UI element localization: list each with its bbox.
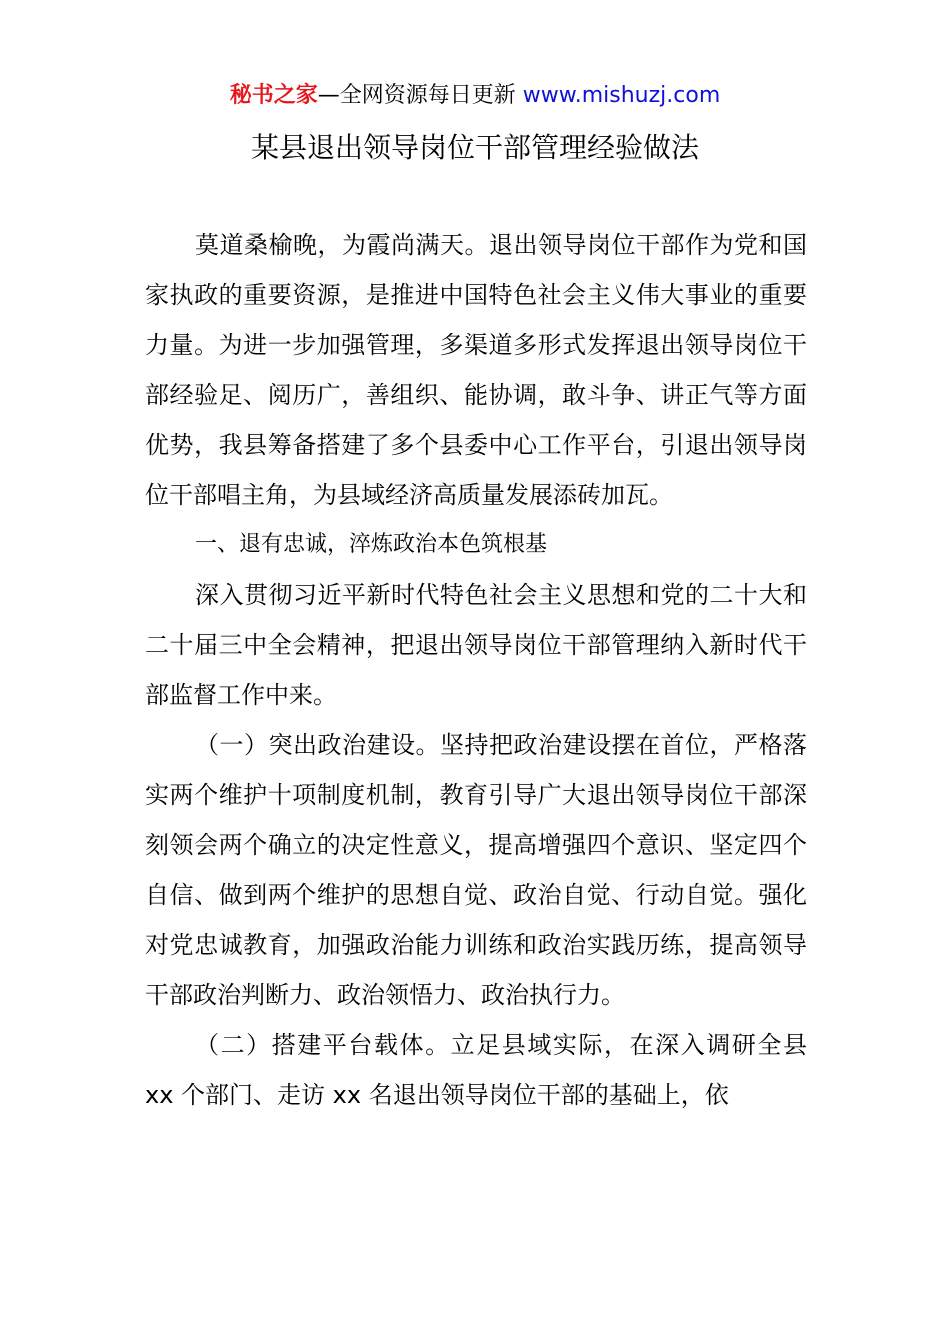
paragraph-subsection-2: （二）搭建平台载体。立足县域实际，在深入调研全县 xx 个部门、走访 xx 名退出领导岗位干部的基础上，依 [145,1031,807,1109]
site-header [0,80,950,112]
site-brand: 秘书之家 [229,83,318,108]
paragraph-intro: 莫道桑榆晚，为霞尚满天。退出领导岗位干部作为党和国家执政的重要资源，是推进中国特色社会主义伟大事业的重要力量。为进一步加强管理，多渠道多形式发挥退出领导岗位干部经验足、阅历广，善组织、能协调，敢斗争、讲正气等方面优势，我县筹备搭建了多个县委中心工作平台，引退出领导岗位干部唱主角，为县域经济高质量发展添砖加瓦。 [145,231,807,509]
site-tagline: —全网资源每日更新 [317,83,523,108]
section-heading-1: 一、退有忠诚，淬炼政治本色筑根基 [195,532,548,557]
paragraph-section-1: 深入贯彻习近平新时代特色社会主义思想和党的二十大和二十届三中全会精神，把退出领导岗位干部管理纳入新时代干部监督工作中来。 [145,581,807,709]
document-body [145,220,807,1120]
document-title: 某县退出领导岗位干部管理经验做法 [250,131,699,164]
site-url-link[interactable]: www.mishuzj.com [522,83,721,108]
paragraph-subsection-1: （一）突出政治建设。坚持把政治建设摆在首位，严格落实两个维护十项制度机制，教育引导广大退出领导岗位干部深刻领会两个确立的决定性意义，提高增强四个意识、坚定四个自信、做到两个维护的思想自觉、政治自觉、行动自觉。强化对党忠诚教育，加强政治能力训练和政治实践历练，提高领导干部政治判断力、政治领悟力、政治执行力。 [145,731,807,1009]
